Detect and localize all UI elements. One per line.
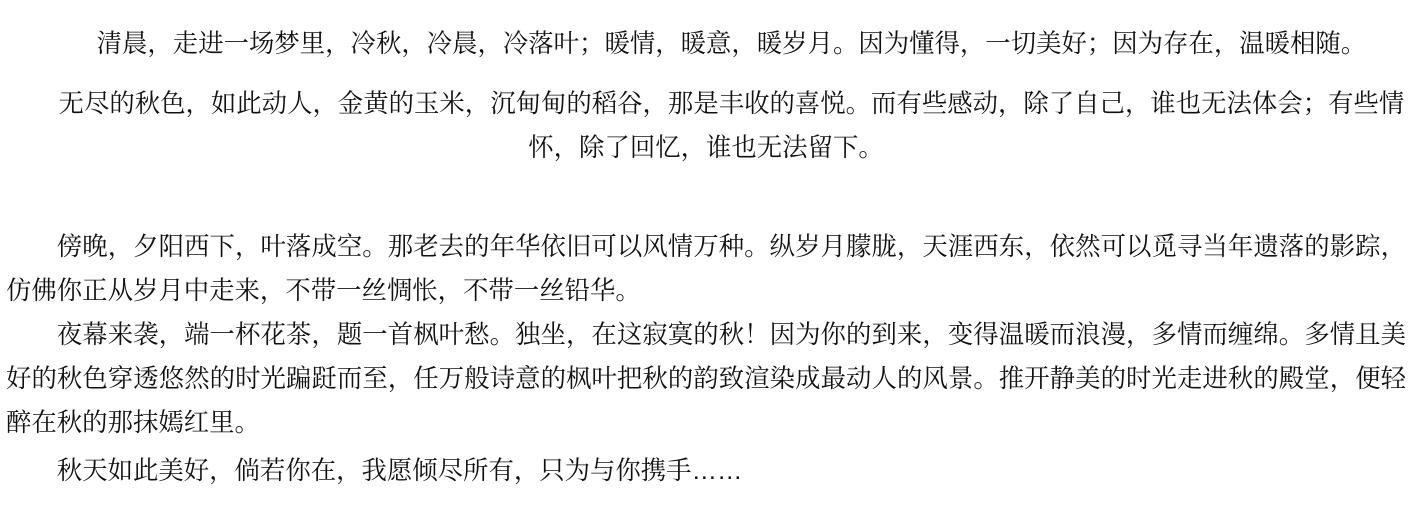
paragraph-evening-sunset: 傍晚，夕阳西下，叶落成空。那老去的年华依旧可以风情万种。纵岁月朦胧，天涯西东，依然可以觅寻当年遗落的影踪，仿佛你正从岁月中走来，不带一丝惆怅，不带一丝铅华。 (6, 233, 1406, 305)
paragraph-closing-wish: 秋天如此美好，倘若你在，我愿倾尽所有，只为与你携手…… (56, 457, 743, 485)
paragraph-morning-dream: 清晨，走进一场梦里，冷秋，冷晨，冷落叶；暖情，暖意，暖岁月。因为懂得，一切美好；因为存在，温暖相随。 (96, 30, 1367, 58)
paragraph-night-tea: 夜幕来袭，端一杯花茶，题一首枫叶愁。独坐，在这寂寞的秋！因为你的到来，变得温暖而浪漫，多情而缠绵。多情且美好的秋色穿透悠然的时光蹁跹而至，任万般诗意的枫叶把秋的韵致渲染成最动人的风景。推开静美的时光走进秋的殿堂，便轻醉在秋的那抹嫣红里。 (6, 321, 1406, 437)
paragraph-autumn-harvest: 无尽的秋色，如此动人，金黄的玉米，沉甸甸的稻谷，那是丰收的喜悦。而有些感动，除了自己，谁也无法体会；有些情怀，除了回忆，谁也无法留下。 (58, 90, 1405, 162)
